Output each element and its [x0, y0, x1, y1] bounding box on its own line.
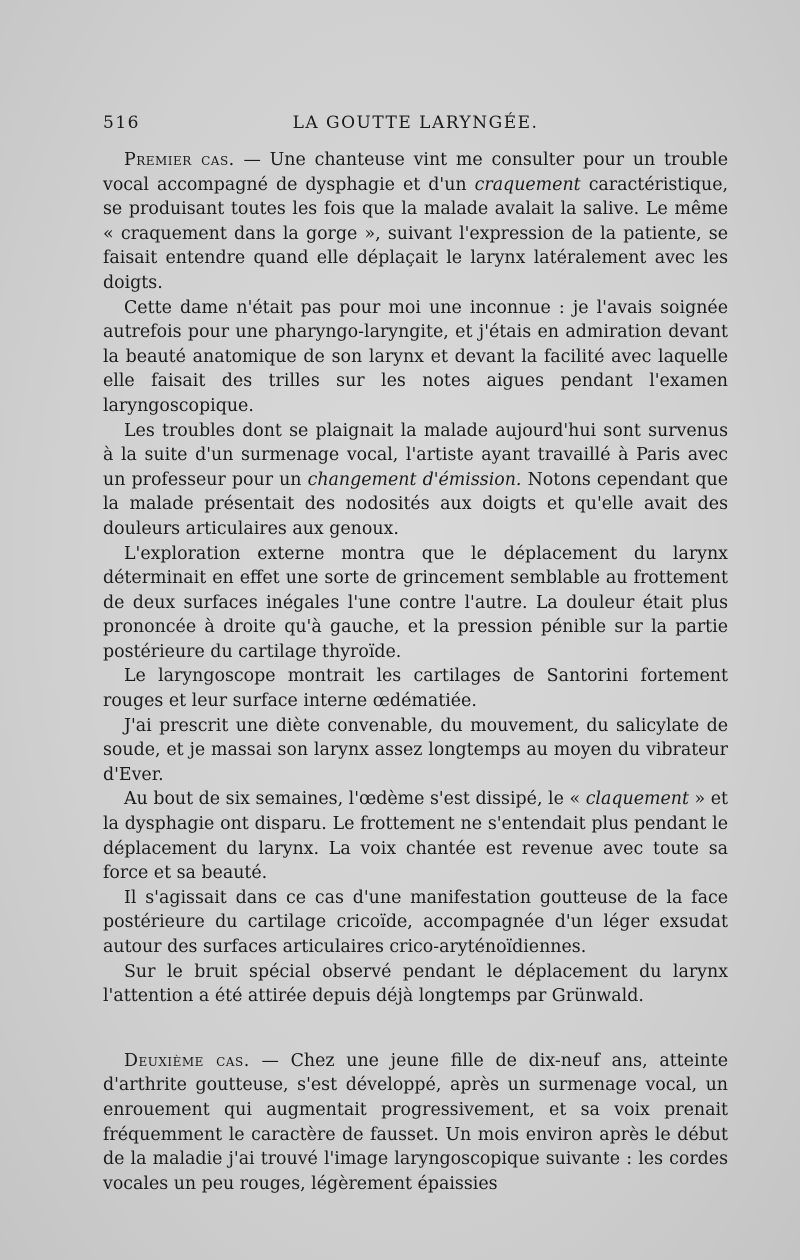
case1-p1-text-a: — Une chanteuse vint me consulter pour un trouble vocal accompagné de dysphagie et d'un: [103, 150, 728, 195]
case2-heading: Deuxième cas.: [124, 1050, 250, 1071]
case1-p3-emphasis: changement d'émission.: [307, 469, 522, 490]
case1-paragraph-5: Le laryngoscope montrait les cartilages de Santorini fortement rouges et leur surface interne œdématiée.: [103, 666, 728, 712]
body-text: [103, 148, 728, 1196]
case2-paragraph-1: [103, 1049, 728, 1197]
case1-p1-emphasis: craquement: [474, 174, 581, 195]
case1-paragraph-6: J'ai prescrit une diète convenable, du mouvement, du salicylate de soude, et je massai son larynx assez longtemps au moyen du vibrateur d'Ever.: [103, 715, 728, 785]
case1-paragraph-4: L'exploration externe montra que le déplacement du larynx déterminait en effet une sorte de grincement semblable au frottement de deux surfaces inégales l'une contre l'autre. La douleur était plus prononcée à droite qu'à gauche, et la pression pénible sur la partie postérieure du cartilage thyroïde.: [103, 543, 728, 662]
case1-p7-text-a: Au bout de six semaines, l'œdème s'est dissipé, le «: [124, 789, 586, 810]
case1-paragraph-2: Cette dame n'était pas pour moi une inconnue : je l'avais soignée autrefois pour une pharyngo-laryngite, et j'étais en admiration devant la beauté anatomique de son larynx et devant la facilité avec laquelle elle faisait des trilles sur les notes aigues pendant l'examen laryngoscopique.: [103, 297, 728, 416]
page-header: [103, 113, 728, 139]
case1-paragraph-7: [103, 787, 728, 885]
case1-p1-text-b: caractéristique, se produisant toutes les fois que la malade avalait la salive. Le même « craquement dans la gorge », suivant l'expression de la patiente, se faisait entendre quand elle déplaçait le larynx latéralement avec les doigts.: [103, 174, 729, 293]
case1-p7-emphasis: claquement: [585, 789, 689, 810]
case1-paragraph-1: [103, 148, 728, 296]
case1-p7-text-b: » et la dysphagie ont disparu. Le frottement ne s'entendait plus pendant le déplacement du larynx. La voix chantée est revenue avec toute sa force et sa beauté.: [103, 789, 728, 884]
page-number: 516: [103, 113, 140, 133]
case1-paragraph-3: [103, 419, 728, 542]
case2-p1-text: — Chez une jeune fille de dix-neuf ans, atteinte d'arthrite goutteuse, s'est développé, après un surmenage vocal, un enrouement qui augmentait progressivement, et sa voix prenait fréquemment le caractère de fausset. Un mois environ après le début de la maladie j'ai trouvé l'image laryngoscopique suivante : les cordes vocales un peu rouges, légèrement épaissies: [103, 1050, 729, 1194]
running-title: LA GOUTTE LARYNGÉE.: [292, 113, 539, 133]
case1-paragraph-9: Sur le bruit spécial observé pendant le déplacement du larynx l'attention a été attirée depuis déjà longtemps par Grünwald.: [103, 961, 728, 1007]
case1-heading: Premier cas.: [124, 150, 235, 170]
case1-paragraph-8: Il s'agissait dans ce cas d'une manifestation goutteuse de la face postérieure du cartilage cricoïde, accompagnée d'un léger exsudat autour des surfaces articulaires crico-aryténoïdiennes.: [103, 887, 728, 957]
section-gap: [103, 1009, 728, 1049]
case1-p3-text-b: Notons cependant que la malade présentait des nodosités aux doigts et qu'elle avait des douleurs articulaires aux genoux.: [103, 469, 728, 539]
case1-p3-text-a: Les troubles dont se plaignait la malade aujourd'hui sont survenus à la suite d'un surmenage vocal, l'artiste ayant travaillé à Paris avec un professeur pour un: [103, 420, 728, 490]
